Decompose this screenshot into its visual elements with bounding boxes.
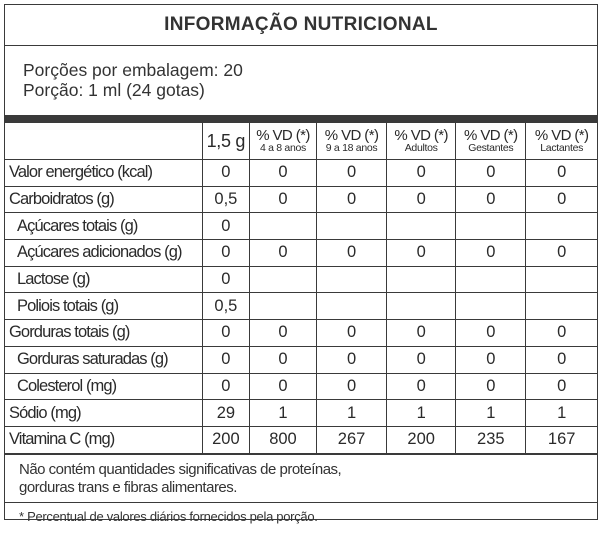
portion-value: 0 [202,213,249,240]
daily-value-percent: 0 [456,186,526,213]
nutrient-name: Açúcares adicionados (g) [5,240,202,267]
daily-value-percent [526,293,597,320]
table-row [5,186,597,213]
daily-value-percent: 0 [526,373,597,400]
daily-value-percent: 0 [249,186,316,213]
daily-value-percent: 0 [317,240,387,267]
daily-value-percent: 267 [317,426,387,453]
nutrient-name: Gorduras saturadas (g) [5,346,202,373]
daily-value-percent: 235 [456,426,526,453]
portion-value: 0 [202,160,249,187]
table-row [5,240,597,267]
header-vd-lactating: % VD (*) Lactantes [526,123,597,160]
daily-value-percent: 167 [526,426,597,453]
daily-value-percent [249,213,316,240]
daily-value-percent: 0 [317,320,387,347]
nutrient-name: Sódio (mg) [5,400,202,427]
daily-value-percent: 0 [387,346,456,373]
header-vd-9-18: % VD (*) 9 a 18 anos [317,123,387,160]
nutrient-name: Vitamina C (mg) [5,426,202,453]
servings-per-package: Porções por embalagem: 20 [23,60,243,80]
nutrition-table [5,122,597,454]
table-row [5,213,597,240]
daily-value-percent: 0 [249,160,316,187]
daily-value-percent: 1 [526,400,597,427]
daily-value-percent [526,213,597,240]
daily-value-percent [249,266,316,293]
daily-value-footnote: * Percentual de valores diários fornecidos pela porção. [5,502,597,528]
table-row [5,320,597,347]
daily-value-percent: 0 [387,320,456,347]
table-header-row [5,123,597,160]
thick-divider [5,115,597,122]
nutrient-name: Gorduras totais (g) [5,320,202,347]
portion-value: 0 [202,266,249,293]
daily-value-percent [526,266,597,293]
daily-value-percent: 1 [249,400,316,427]
daily-value-percent: 0 [317,186,387,213]
daily-value-percent: 0 [456,240,526,267]
daily-value-percent: 200 [387,426,456,453]
daily-value-percent: 0 [387,186,456,213]
daily-value-percent [387,293,456,320]
daily-value-percent [317,213,387,240]
daily-value-percent: 0 [249,346,316,373]
daily-value-percent: 0 [456,346,526,373]
daily-value-percent: 0 [249,240,316,267]
table-row [5,373,597,400]
header-vd-pregnant: % VD (*) Gestantes [456,123,526,160]
daily-value-percent: 0 [317,373,387,400]
daily-value-percent: 0 [249,320,316,347]
portion-value: 0,5 [202,186,249,213]
daily-value-percent: 0 [526,186,597,213]
portion-value: 0 [202,373,249,400]
portion-value: 0 [202,320,249,347]
daily-value-percent: 1 [387,400,456,427]
daily-value-percent: 0 [317,160,387,187]
daily-value-percent [456,266,526,293]
serving-info [5,46,597,115]
daily-value-percent [317,266,387,293]
nutrient-name: Colesterol (mg) [5,373,202,400]
table-row [5,400,597,427]
nutrient-name: Açúcares totais (g) [5,213,202,240]
nutrition-facts-label [4,4,598,524]
daily-value-percent: 0 [456,320,526,347]
table-row [5,346,597,373]
daily-value-percent: 0 [387,373,456,400]
daily-value-percent: 800 [249,426,316,453]
portion-value: 200 [202,426,249,453]
daily-value-percent [387,213,456,240]
daily-value-percent: 0 [526,320,597,347]
nutrient-name: Lactose (g) [5,266,202,293]
label-title: INFORMAÇÃO NUTRICIONAL [5,5,597,46]
portion-value: 0,5 [202,293,249,320]
daily-value-percent: 1 [317,400,387,427]
header-portion-cell: 1,5 g [202,123,249,160]
portion-value: 29 [202,400,249,427]
nutrient-name: Valor energético (kcal) [5,160,202,187]
nutrient-name: Carboidratos (g) [5,186,202,213]
daily-value-percent [456,213,526,240]
table-row [5,160,597,187]
nutrient-name: Poliois totais (g) [5,293,202,320]
daily-value-percent [456,293,526,320]
daily-value-percent: 0 [387,240,456,267]
header-vd-4-8: % VD (*) 4 a 8 anos [249,123,316,160]
header-nutrient-cell [5,123,202,160]
daily-value-percent: 0 [526,346,597,373]
daily-value-percent [249,293,316,320]
daily-value-percent: 0 [249,373,316,400]
daily-value-percent [387,266,456,293]
table-row [5,266,597,293]
insignificant-amounts-note: Não contém quantidades significativas de proteínas, gorduras trans e fibras alimentares. [5,454,597,502]
header-vd-adults: % VD (*) Adultos [387,123,456,160]
daily-value-percent: 0 [456,160,526,187]
portion-value: 0 [202,240,249,267]
serving-size: Porção: 1 ml (24 gotas) [23,80,205,100]
table-row [5,426,597,453]
daily-value-percent [317,293,387,320]
daily-value-percent: 0 [456,373,526,400]
daily-value-percent: 0 [387,160,456,187]
daily-value-percent: 1 [456,400,526,427]
daily-value-percent: 0 [526,240,597,267]
daily-value-percent: 0 [317,346,387,373]
daily-value-percent: 0 [526,160,597,187]
table-row [5,293,597,320]
portion-value: 0 [202,346,249,373]
